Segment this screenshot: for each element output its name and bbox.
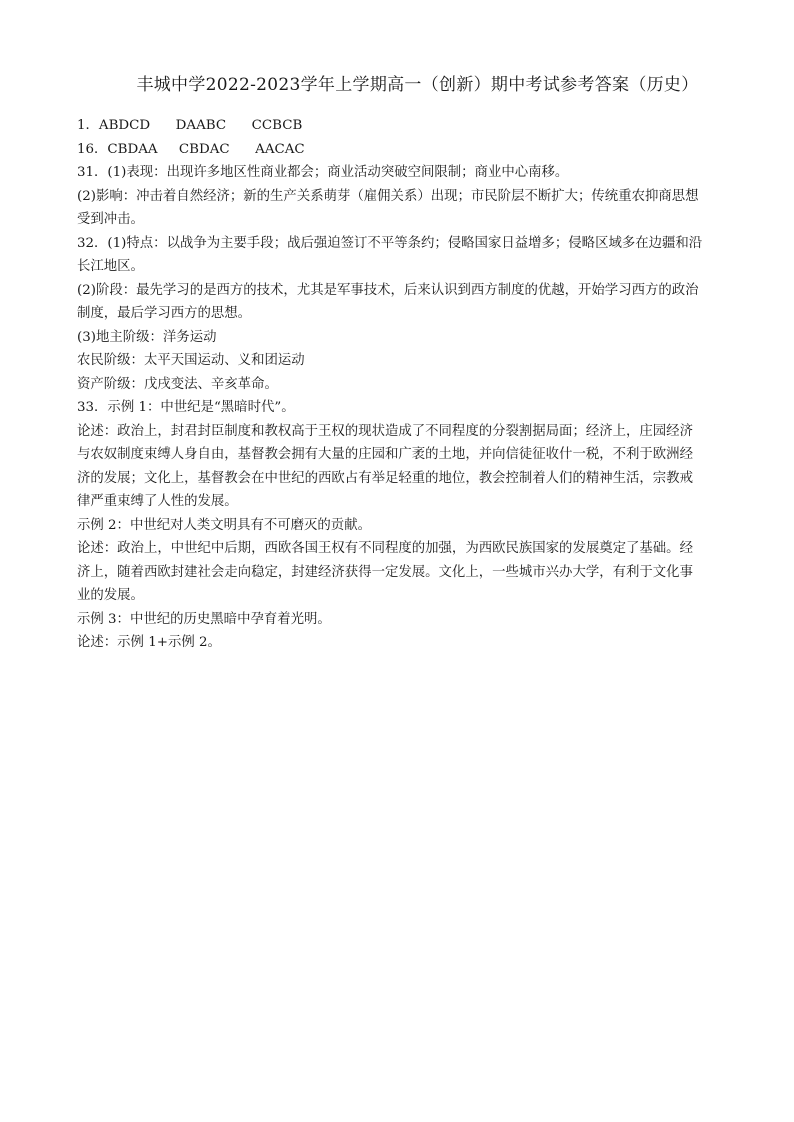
answer-line: 论述：示例 1+示例 2。 [77, 635, 221, 650]
answer-line: 受到冲击。 [77, 212, 144, 227]
answer-line: 31．(1)表现：出现许多地区性商业都会；商业活动突破空间限制；商业中心南移。 [77, 165, 569, 180]
answer-line: 示例 3：中世纪的历史黑暗中孕育着光明。 [77, 611, 331, 627]
answer-line: (3)地主阶级：洋务运动 [77, 329, 217, 345]
answer-line: 32．(1)特点：以战争为主要手段；战后强迫签订不平等条约；侵略国家日益增多；侵略区域多在边疆和沿 [77, 235, 703, 251]
answer-line: 1．ABDCD DAABC CCBCB [77, 118, 303, 133]
answer-line: 制度，最后学习西方的思想。 [77, 306, 252, 321]
answer-line: (2)影响：冲击着自然经济；新的生产关系萌芽（雇佣关系）出现；市民阶层不断扩大；传统重农抑商思想 [77, 188, 699, 204]
answer-line: 与农奴制度束缚人身自由，基督教会拥有大量的庄园和广袤的土地，并向信徒征收什一税，不利于欧洲经 [77, 447, 693, 462]
answer-line: 长江地区。 [77, 259, 144, 274]
answer-line: (2)阶段：最先学习的是西方的技术，尤其是军事技术，后来认识到西方制度的优越，开始学习西方的政治 [77, 282, 699, 298]
document-title: 丰城中学2022-2023学年上学期高一（创新）期中考试参考答案（历史） [136, 75, 699, 95]
answer-line: 济的发展；文化上，基督教会在中世纪的西欧占有举足轻重的地位，教会控制着人们的精神生活，宗教戒 [77, 470, 693, 486]
answer-line: 资产阶级：戊戌变法、辛亥革命。 [77, 376, 278, 392]
answer-line: 33．示例 1：中世纪是“黑暗时代”。 [77, 400, 295, 415]
answer-line: 论述：政治上，中世纪中后期，西欧各国王权有不同程度的加强，为西欧民族国家的发展奠定了基础。经 [77, 541, 693, 556]
answer-line: 16．CBDAA CBDAC AACAC [77, 141, 305, 157]
answer-line: 农民阶级：太平天国运动、义和团运动 [77, 353, 305, 368]
answer-line: 业的发展。 [77, 588, 144, 603]
answer-line: 济上，随着西欧封建社会走向稳定，封建经济获得一定发展。文化上，一些城市兴办大学，有利于文化事 [77, 564, 693, 580]
answer-line: 示例 2：中世纪对人类文明具有不可磨灭的贡献。 [77, 517, 371, 533]
answer-body [77, 114, 722, 655]
answer-line: 论述：政治上，封君封臣制度和教权高于王权的现状造成了不同程度的分裂割据局面；经济上，庄园经济 [77, 423, 693, 439]
answer-line: 律严重束缚了人性的发展。 [77, 494, 238, 509]
